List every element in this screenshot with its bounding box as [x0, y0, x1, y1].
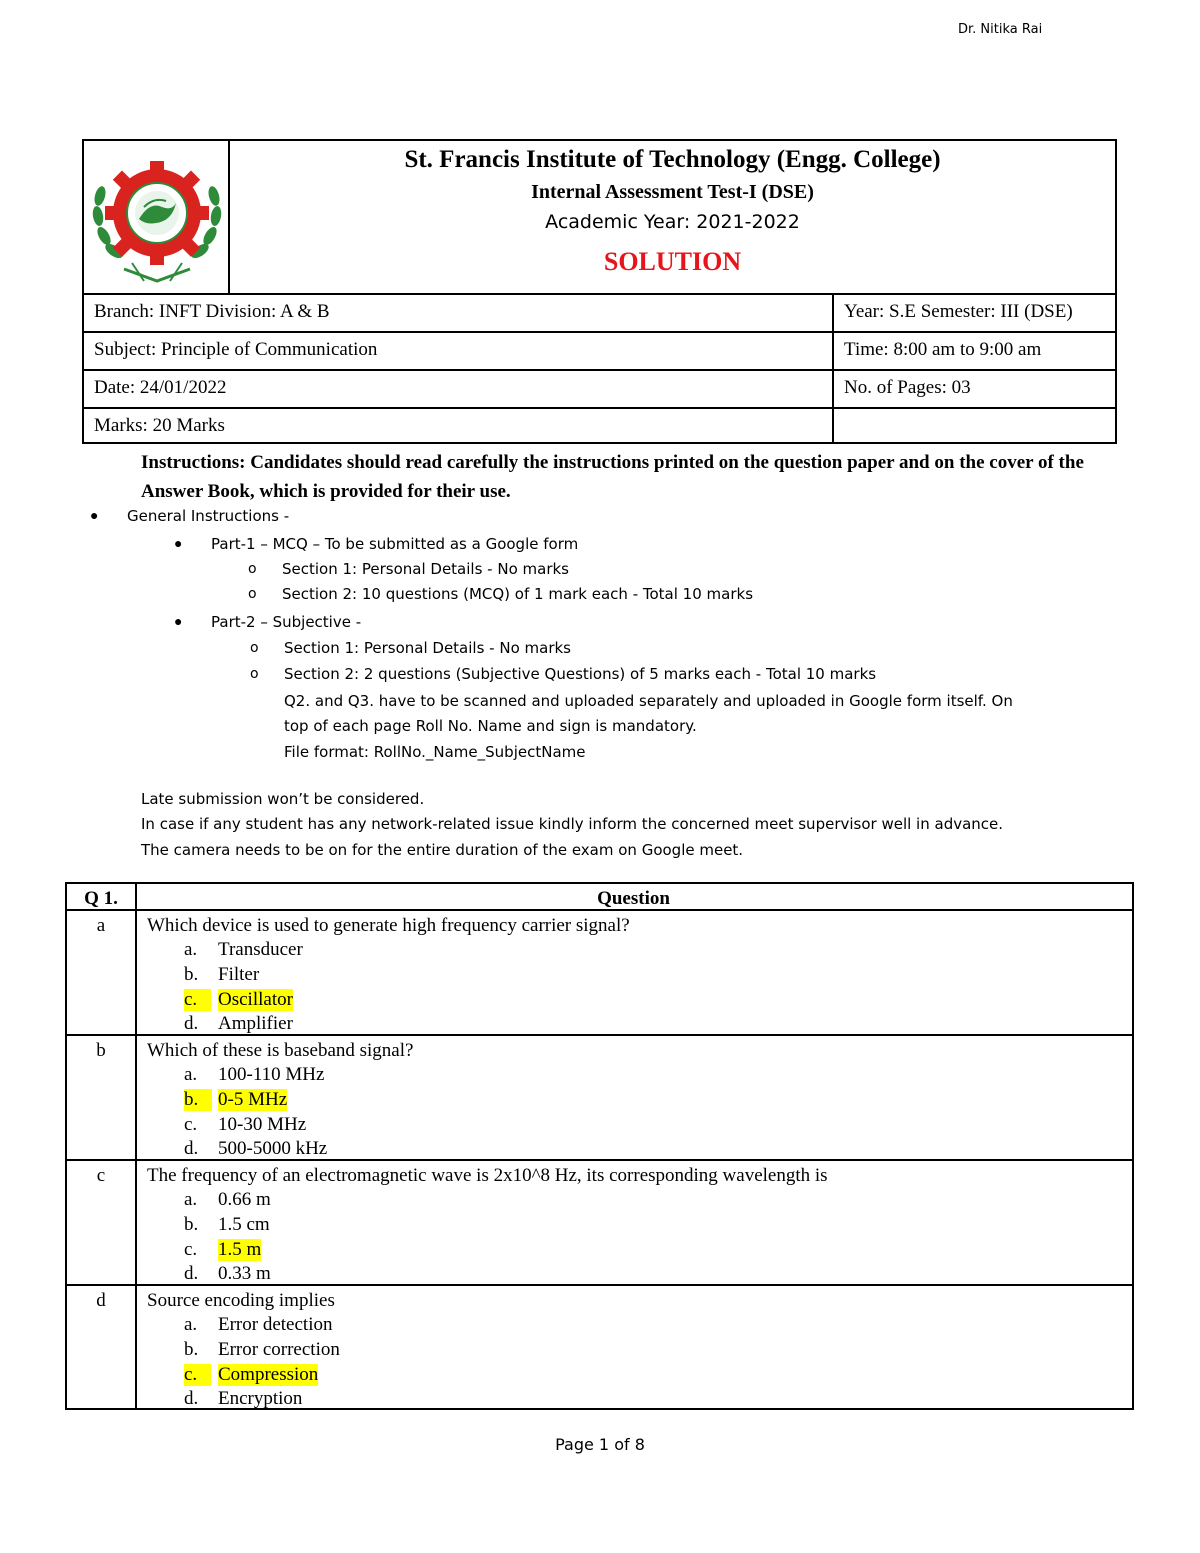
header-table: [82, 139, 1117, 444]
academic-year: Academic Year: 2021-2022: [545, 211, 800, 233]
test-name: Internal Assessment Test-I (DSE): [531, 181, 814, 203]
year-semester: Year: S.E Semester: III (DSE): [844, 301, 1073, 322]
question-number-header: Q 1.: [84, 888, 118, 909]
option-label: d.: [184, 1138, 199, 1159]
option-text: Error correction: [218, 1339, 340, 1360]
question-text: The frequency of an electromagnetic wave is 2x10^8 Hz, its corresponding wavelength is: [147, 1165, 828, 1186]
option-text: 1.5 cm: [218, 1214, 270, 1235]
option-text: 0.66 m: [218, 1189, 271, 1210]
upload-note-line1: Q2. and Q3. have to be scanned and uploaded separately and uploaded in Google form itself. On: [284, 692, 1013, 710]
question-table: [65, 882, 1134, 1410]
network-issue-note: In case if any student has any network-related issue kindly inform the concerned meet supervisor well in advance.: [141, 815, 1004, 833]
option-label: d.: [184, 1263, 199, 1284]
time: Time: 8:00 am to 9:00 am: [844, 339, 1042, 360]
branch-division: Branch: INFT Division: A & B: [94, 301, 330, 322]
circle-bullet-icon: o: [250, 640, 259, 656]
option-text: Transducer: [218, 939, 303, 960]
date: Date: 24/01/2022: [94, 377, 227, 398]
question-letter: b: [96, 1040, 106, 1061]
college-logo-icon: [84, 141, 230, 291]
option-label: a.: [184, 1189, 198, 1210]
no-of-pages: No. of Pages: 03: [844, 377, 971, 398]
option-text: 0-5 MHz: [218, 1089, 288, 1110]
file-format-note: File format: RollNo._Name_SubjectName: [284, 743, 586, 761]
part2-section1: Section 1: Personal Details - No marks: [284, 639, 571, 657]
question-letter: a: [96, 915, 106, 936]
option-label: a.: [184, 1064, 198, 1085]
option-label: a.: [184, 1314, 198, 1335]
question-text: Which device is used to generate high frequency carrier signal?: [147, 915, 630, 936]
option-text: Filter: [218, 964, 260, 985]
logo-cell: [84, 141, 230, 293]
bullet-icon: ●: [174, 537, 183, 552]
option-text: Amplifier: [218, 1013, 293, 1034]
question-header: Question: [597, 888, 670, 909]
option-label: c.: [184, 1239, 198, 1260]
option-label: d.: [184, 1013, 199, 1034]
question-letter: d: [96, 1290, 106, 1311]
solution-heading: SOLUTION: [603, 247, 742, 276]
header-row-marks: [84, 407, 1115, 444]
option-text: 500-5000 kHz: [218, 1138, 328, 1159]
option-label: a.: [184, 939, 198, 960]
option-label: b.: [184, 1339, 199, 1360]
circle-bullet-icon: o: [248, 561, 257, 577]
marks: Marks: 20 Marks: [94, 415, 225, 436]
late-submission-note: Late submission won’t be considered.: [141, 790, 425, 808]
question-letter: c: [96, 1165, 106, 1186]
author-name: Dr. Nitika Rai: [958, 22, 1043, 37]
circle-bullet-icon: o: [248, 586, 257, 602]
header-row-branch: [84, 293, 1115, 331]
part1-line: Part-1 – MCQ – To be submitted as a Google form: [211, 535, 579, 553]
bullet-icon: ●: [90, 509, 99, 524]
institute-name: St. Francis Institute of Technology (Engg. College): [404, 146, 941, 173]
part2-section2: Section 2: 2 questions (Subjective Questions) of 5 marks each - Total 10 marks: [284, 665, 877, 683]
circle-bullet-icon: o: [250, 666, 259, 682]
option-label: b.: [184, 1089, 212, 1111]
upload-note-line2: top of each page Roll No. Name and sign is mandatory.: [284, 717, 697, 735]
option-text: Error detection: [218, 1314, 333, 1335]
part2-line: Part-2 – Subjective -: [211, 613, 362, 631]
camera-note: The camera needs to be on for the entire duration of the exam on Google meet.: [141, 841, 744, 859]
header-row-date: [84, 369, 1115, 407]
option-label: c.: [184, 1114, 198, 1135]
option-label: c.: [184, 1364, 211, 1386]
option-label: b.: [184, 1214, 199, 1235]
option-text: Oscillator: [218, 989, 293, 1010]
option-label: c.: [184, 989, 211, 1011]
option-text: 10-30 MHz: [218, 1114, 307, 1135]
option-text: 0.33 m: [218, 1263, 271, 1284]
instructions-main: Instructions: Candidates should read carefully the instructions printed on the question paper and on the cover of the Answer Book, which is provided for their use.: [141, 452, 1084, 502]
bullet-icon: ●: [174, 615, 183, 630]
part1-section2: Section 2: 10 questions (MCQ) of 1 mark each - Total 10 marks: [282, 585, 754, 603]
question-text: Which of these is baseband signal?: [147, 1040, 414, 1061]
page-number: Page 1 of 8: [555, 1435, 645, 1454]
option-text: 1.5 m: [218, 1239, 262, 1260]
title-cell: [230, 141, 1115, 293]
option-label: b.: [184, 964, 199, 985]
header-row-subject: [84, 331, 1115, 369]
subject: Subject: Principle of Communication: [94, 339, 378, 360]
general-instructions: General Instructions -: [127, 507, 290, 525]
option-text: Compression: [218, 1364, 319, 1385]
option-label: d.: [184, 1388, 199, 1409]
question-text: Source encoding implies: [147, 1290, 335, 1311]
part1-section1: Section 1: Personal Details - No marks: [282, 560, 569, 578]
option-text: 100-110 MHz: [218, 1064, 325, 1085]
option-text: Encryption: [218, 1388, 303, 1409]
